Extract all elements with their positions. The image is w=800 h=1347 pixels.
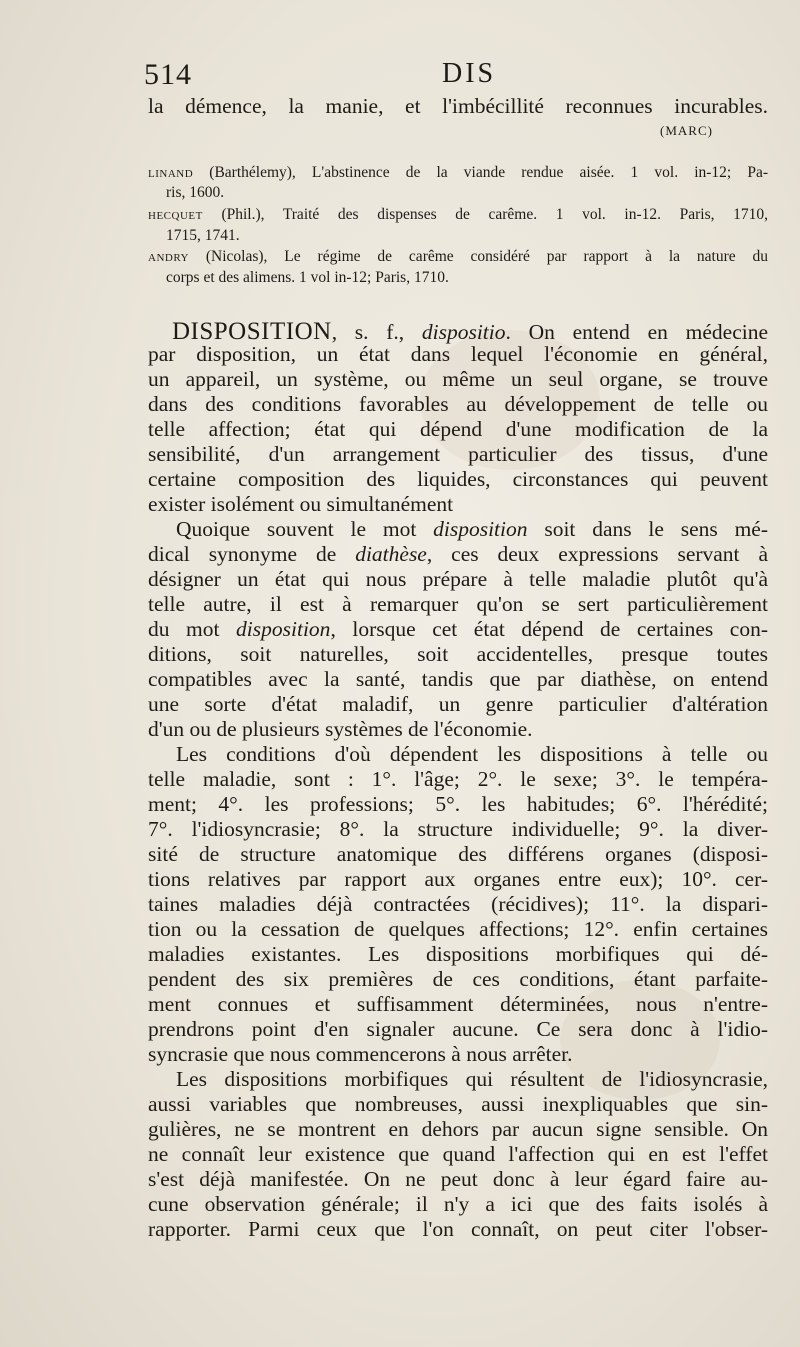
text-line: cune observation générale; il n'y a ici que des faits isolés à	[148, 1192, 768, 1216]
reference-entry	[148, 163, 768, 182]
article-text: . On entend en médecine	[505, 320, 769, 344]
text-span: Quoique souvent le mot	[176, 517, 434, 541]
text-line: une sorte d'état maladif, un genre particulier d'altération	[148, 692, 768, 716]
text-line: ditions, soit naturelles, soit accidentelles, presque toutes	[148, 642, 768, 666]
text-line: ment; 4°. les professions; 5°. les habitudes; 6°. l'hérédité;	[148, 792, 768, 816]
reference-author: LINAND	[148, 168, 194, 180]
reference-continuation: 1715, 1741.	[166, 227, 240, 244]
text-line: syncrasie que nous commencerons à nous arrêter.	[148, 1042, 573, 1066]
prev-article-line: la démence, la manie, et l'imbécillité reconnues incurables.	[148, 94, 768, 118]
text-line: 7°. l'idiosyncrasie; 8°. la structure individuelle; 9°. la diver-	[148, 817, 768, 841]
text-line: d'un ou de plusieurs systèmes de l'économie.	[148, 717, 533, 741]
text-line	[148, 542, 768, 567]
text-line: pendent des six premières de ces conditions, étant parfaite-	[148, 967, 768, 991]
text-span: , ces deux expressions servant à	[426, 542, 768, 566]
text-line: Les conditions d'où dépendent les dispositions à telle ou	[176, 742, 768, 766]
author-signature: (MARC)	[660, 123, 713, 138]
reference-text: (Nicolas), Le régime de carême considéré par rapport à la nature du	[205, 248, 768, 265]
italic-term: diathèse	[355, 542, 427, 566]
text-line: gulières, ne se montrent en dehors par aucun signe sensible. On	[148, 1117, 768, 1141]
reference-continuation: corps et des alimens. 1 vol in-12; Paris, 1710.	[166, 269, 449, 286]
text-line: compatibles avec la santé, tandis que par diathèse, on entend	[148, 667, 768, 691]
article-title: DISPOSITION	[172, 318, 332, 345]
article-latin: dispositio	[421, 320, 506, 344]
reference-text: (Phil.), Traité des dispenses de carême. 1 vol. in-12. Paris, 1710,	[221, 206, 768, 223]
text-line: dans des conditions favorables au développement de telle ou	[148, 392, 768, 416]
article-grammar: , s. f.,	[331, 320, 422, 344]
reference-entry	[148, 205, 768, 224]
text-span: dical synonyme de	[148, 542, 356, 566]
page-header	[144, 58, 764, 92]
text-line: sité de structure anatomique des différens organes (disposi-	[148, 842, 768, 866]
reference-continuation: ris, 1600.	[166, 184, 225, 201]
running-head: DIS	[442, 58, 497, 89]
text-line: telle autre, il est à remarquer qu'on se sert particulièrement	[148, 592, 768, 616]
reference-text: (Barthélemy), L'abstinence de la viande rendue aisée. 1 vol. in-12; Pa-	[209, 164, 768, 181]
text-line: taines maladies déjà contractées (récidives); 11°. la dispari-	[148, 892, 768, 916]
text-line: tion ou la cessation de quelques affections; 12°. enfin certaines	[148, 917, 768, 941]
text-line: tions relatives par rapport aux organes entre eux); 10°. cer-	[148, 867, 768, 891]
text-line: par disposition, un état dans lequel l'économie en général,	[148, 342, 768, 366]
text-line	[148, 617, 768, 642]
page-number: 514	[144, 58, 192, 91]
text-line: Les dispositions morbifiques qui résultent de l'idiosyncrasie,	[176, 1067, 768, 1091]
text-line: exister isolément ou simultanément	[148, 492, 454, 516]
text-line	[176, 517, 768, 542]
text-line: ment connues et suffisamment déterminées, nous n'entre-	[148, 992, 768, 1016]
italic-term: disposition	[433, 517, 528, 541]
text-line: certaine composition des liquides, circonstances qui peuvent	[148, 467, 768, 491]
text-line: telle maladie, sont : 1°. l'âge; 2°. le sexe; 3°. le tempéra-	[148, 767, 768, 791]
text-line: prendrons point d'en signaler aucune. Ce sera donc à l'idio-	[148, 1017, 768, 1041]
reference-author: HECQUET	[148, 210, 203, 222]
text-span: soit dans le sens mé-	[527, 517, 768, 541]
italic-term: disposition	[236, 617, 331, 641]
text-span: du mot	[148, 617, 237, 641]
text-line: sensibilité, d'un arrangement particulier des tissus, d'une	[148, 442, 768, 466]
text-line: maladies existantes. Les dispositions morbifiques qui dé-	[148, 942, 768, 966]
text-line: rapporter. Parmi ceux que l'on connaît, on peut citer l'obser-	[148, 1217, 768, 1241]
text-line: aussi variables que nombreuses, aussi inexpliquables que sin-	[148, 1092, 768, 1116]
text-line: telle affection; état qui dépend d'une modification de la	[148, 417, 768, 441]
reference-entry	[148, 247, 768, 266]
text-line: ne connaît leur existence que quand l'affection qui en est l'effet	[148, 1142, 768, 1166]
text-line: un appareil, un système, ou même un seul organe, se trouve	[148, 367, 768, 391]
text-span: , lorsque cet état dépend de certaines con-	[330, 617, 768, 641]
text-line: s'est déjà manifestée. On ne peut donc à leur égard faire au-	[148, 1167, 768, 1191]
reference-author: ANDRY	[148, 252, 190, 264]
text-line: désigner un état qui nous prépare à telle maladie plutôt qu'à	[148, 567, 768, 591]
